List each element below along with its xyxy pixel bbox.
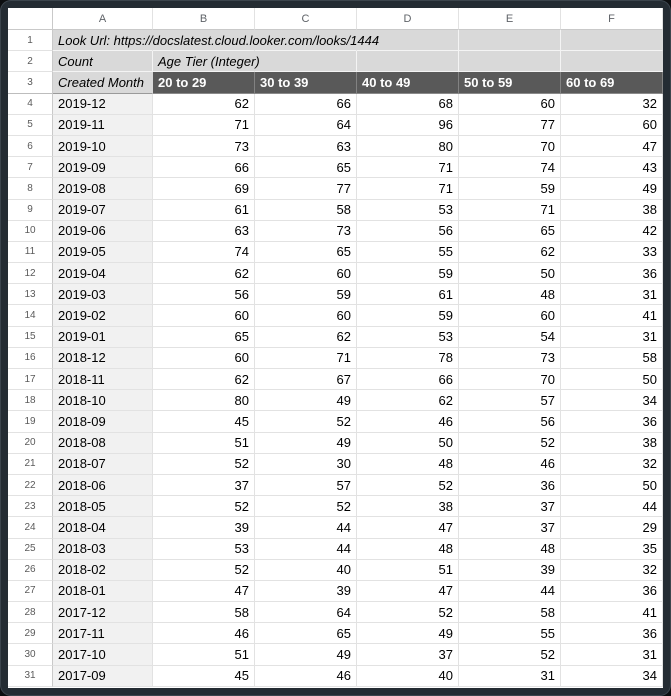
value-cell[interactable]: 38	[561, 200, 663, 221]
row-header[interactable]: 14	[8, 305, 53, 326]
value-cell[interactable]: 62	[153, 263, 255, 284]
value-cell[interactable]: 49	[357, 623, 459, 644]
value-cell[interactable]: 67	[255, 369, 357, 390]
value-cell[interactable]: 73	[459, 348, 561, 369]
value-cell[interactable]: 52	[153, 454, 255, 475]
value-cell[interactable]: 36	[561, 581, 663, 602]
value-cell[interactable]: 31	[561, 327, 663, 348]
month-cell[interactable]: 2018-03	[53, 539, 153, 560]
value-cell[interactable]: 52	[255, 496, 357, 517]
value-cell[interactable]: 29	[561, 517, 663, 538]
table-row	[8, 221, 663, 242]
age-tier-text: Age Tier (Integer)	[158, 53, 260, 69]
row-header[interactable]: 30	[8, 644, 53, 665]
created-month-cell[interactable]: Created Month	[53, 72, 153, 93]
row-header[interactable]: 22	[8, 475, 53, 496]
column-header-f[interactable]: F	[561, 8, 663, 30]
row-header[interactable]: 26	[8, 560, 53, 581]
table-row	[8, 242, 663, 263]
table-row	[8, 454, 663, 475]
value-cell[interactable]: 60	[459, 305, 561, 326]
value-cell[interactable]: 50	[357, 433, 459, 454]
value-cell[interactable]: 47	[561, 136, 663, 157]
row-header[interactable]: 24	[8, 517, 53, 538]
value-cell[interactable]: 70	[459, 136, 561, 157]
empty-cell[interactable]	[561, 51, 663, 72]
value-cell[interactable]: 31	[561, 644, 663, 665]
value-cell[interactable]: 31	[561, 284, 663, 305]
value-cell[interactable]: 59	[357, 305, 459, 326]
value-cell[interactable]: 63	[255, 136, 357, 157]
value-cell[interactable]: 60	[153, 348, 255, 369]
month-cell[interactable]: 2018-08	[53, 433, 153, 454]
table-row	[8, 411, 663, 432]
empty-cell[interactable]	[459, 30, 561, 51]
value-cell[interactable]: 37	[153, 475, 255, 496]
value-cell[interactable]: 37	[357, 644, 459, 665]
value-cell[interactable]: 68	[357, 94, 459, 115]
value-cell[interactable]: 50	[561, 475, 663, 496]
value-cell[interactable]: 60	[561, 115, 663, 136]
row-header[interactable]: 23	[8, 496, 53, 517]
value-cell[interactable]: 39	[459, 560, 561, 581]
month-cell[interactable]: 2018-02	[53, 560, 153, 581]
value-cell[interactable]: 60	[255, 305, 357, 326]
value-cell[interactable]: 65	[255, 157, 357, 178]
row-header[interactable]: 5	[8, 115, 53, 136]
month-cell[interactable]: 2018-09	[53, 411, 153, 432]
value-cell[interactable]: 44	[459, 581, 561, 602]
value-cell[interactable]: 48	[357, 539, 459, 560]
row-header[interactable]: 28	[8, 602, 53, 623]
value-cell[interactable]: 57	[255, 475, 357, 496]
month-cell[interactable]: 2019-01	[53, 327, 153, 348]
value-cell[interactable]: 40	[255, 560, 357, 581]
value-cell[interactable]: 49	[255, 433, 357, 454]
value-cell[interactable]: 46	[357, 411, 459, 432]
value-cell[interactable]: 53	[357, 327, 459, 348]
value-cell[interactable]: 58	[255, 200, 357, 221]
table-row	[8, 284, 663, 305]
table-row	[8, 581, 663, 602]
value-cell[interactable]: 65	[153, 327, 255, 348]
value-cell[interactable]: 58	[153, 602, 255, 623]
look-url-cell[interactable]	[53, 30, 380, 51]
row-header[interactable]: 3	[8, 72, 53, 93]
value-cell[interactable]: 71	[459, 200, 561, 221]
spreadsheet-grid	[8, 8, 663, 688]
month-cell[interactable]: 2017-12	[53, 602, 153, 623]
value-cell[interactable]: 96	[357, 115, 459, 136]
value-cell[interactable]: 36	[561, 263, 663, 284]
value-cell[interactable]: 52	[153, 560, 255, 581]
value-cell[interactable]: 60	[459, 94, 561, 115]
meta-row-look-url	[8, 30, 663, 51]
value-cell[interactable]: 35	[561, 539, 663, 560]
value-cell[interactable]: 52	[459, 433, 561, 454]
value-cell[interactable]: 59	[255, 284, 357, 305]
row-header[interactable]: 19	[8, 411, 53, 432]
value-cell[interactable]: 55	[459, 623, 561, 644]
value-cell[interactable]: 60	[255, 263, 357, 284]
table-row	[8, 327, 663, 348]
value-cell[interactable]: 74	[459, 157, 561, 178]
month-cell[interactable]: 2019-04	[53, 263, 153, 284]
value-cell[interactable]: 65	[255, 623, 357, 644]
value-cell[interactable]: 66	[357, 369, 459, 390]
value-cell[interactable]: 48	[357, 454, 459, 475]
value-cell[interactable]: 34	[561, 390, 663, 411]
value-cell[interactable]: 71	[357, 157, 459, 178]
month-cell[interactable]: 2018-01	[53, 581, 153, 602]
value-cell[interactable]: 46	[459, 454, 561, 475]
value-cell[interactable]: 32	[561, 560, 663, 581]
month-cell[interactable]: 2019-03	[53, 284, 153, 305]
month-cell[interactable]: 2018-10	[53, 390, 153, 411]
value-cell[interactable]: 33	[561, 242, 663, 263]
table-row	[8, 475, 663, 496]
tier-header-cell[interactable]: 40 to 49	[357, 72, 459, 93]
meta-row-measure	[8, 51, 663, 72]
row-header[interactable]: 1	[8, 30, 53, 51]
value-cell[interactable]: 49	[255, 644, 357, 665]
value-cell[interactable]: 41	[561, 602, 663, 623]
value-cell[interactable]: 73	[153, 136, 255, 157]
value-cell[interactable]: 52	[357, 602, 459, 623]
month-cell[interactable]: 2019-08	[53, 178, 153, 199]
value-cell[interactable]: 42	[561, 221, 663, 242]
value-cell[interactable]: 38	[357, 496, 459, 517]
table-row	[8, 348, 663, 369]
row-header[interactable]: 17	[8, 369, 53, 390]
value-cell[interactable]: 37	[459, 496, 561, 517]
value-cell[interactable]: 77	[459, 115, 561, 136]
value-cell[interactable]: 39	[153, 517, 255, 538]
value-cell[interactable]: 58	[459, 602, 561, 623]
value-cell[interactable]: 62	[459, 242, 561, 263]
value-cell[interactable]: 46	[255, 666, 357, 687]
value-cell[interactable]: 55	[357, 242, 459, 263]
value-cell[interactable]: 40	[357, 666, 459, 687]
value-cell[interactable]: 62	[153, 94, 255, 115]
month-cell[interactable]: 2018-07	[53, 454, 153, 475]
value-cell[interactable]: 56	[153, 284, 255, 305]
value-cell[interactable]: 61	[357, 284, 459, 305]
value-cell[interactable]: 47	[153, 581, 255, 602]
look-url-text: Look Url: https://docslatest.cloud.looker.com/looks/1444	[58, 32, 380, 48]
tier-header-row	[8, 72, 663, 93]
month-cell[interactable]: 2018-04	[53, 517, 153, 538]
value-cell[interactable]: 45	[153, 411, 255, 432]
table-row	[8, 539, 663, 560]
column-header-b[interactable]: B	[153, 8, 255, 30]
month-cell[interactable]: 2019-02	[53, 305, 153, 326]
month-cell[interactable]: 2017-11	[53, 623, 153, 644]
value-cell[interactable]: 49	[561, 178, 663, 199]
value-cell[interactable]: 48	[459, 284, 561, 305]
column-header-d[interactable]: D	[357, 8, 459, 30]
value-cell[interactable]: 38	[561, 433, 663, 454]
value-cell[interactable]: 71	[153, 115, 255, 136]
value-cell[interactable]: 77	[255, 178, 357, 199]
value-cell[interactable]: 51	[153, 644, 255, 665]
tier-header-cell[interactable]: 30 to 39	[255, 72, 357, 93]
month-cell[interactable]: 2019-06	[53, 221, 153, 242]
table-row	[8, 200, 663, 221]
value-cell[interactable]: 74	[153, 242, 255, 263]
value-cell[interactable]: 47	[357, 581, 459, 602]
value-cell[interactable]: 36	[561, 411, 663, 432]
month-cell[interactable]: 2018-05	[53, 496, 153, 517]
column-header-c[interactable]: C	[255, 8, 357, 30]
table-row	[8, 178, 663, 199]
month-cell[interactable]: 2017-10	[53, 644, 153, 665]
table-row	[8, 560, 663, 581]
row-header[interactable]: 12	[8, 263, 53, 284]
empty-cell[interactable]	[357, 51, 459, 72]
tier-header-cell[interactable]: 20 to 29	[153, 72, 255, 93]
value-cell[interactable]: 62	[357, 390, 459, 411]
column-header-row	[8, 8, 663, 30]
row-header[interactable]: 7	[8, 157, 53, 178]
value-cell[interactable]: 63	[153, 221, 255, 242]
value-cell[interactable]: 80	[357, 136, 459, 157]
value-cell[interactable]: 44	[255, 517, 357, 538]
value-cell[interactable]: 61	[153, 200, 255, 221]
value-cell[interactable]: 44	[255, 539, 357, 560]
value-cell[interactable]: 73	[255, 221, 357, 242]
table-row	[8, 115, 663, 136]
value-cell[interactable]: 66	[255, 94, 357, 115]
row-header[interactable]: 15	[8, 327, 53, 348]
month-cell[interactable]: 2019-12	[53, 94, 153, 115]
value-cell[interactable]: 64	[255, 602, 357, 623]
value-cell[interactable]: 53	[153, 539, 255, 560]
value-cell[interactable]: 30	[255, 454, 357, 475]
tier-header-cell[interactable]: 50 to 59	[459, 72, 561, 93]
table-row	[8, 623, 663, 644]
row-header[interactable]: 20	[8, 433, 53, 454]
value-cell[interactable]: 48	[459, 539, 561, 560]
month-cell[interactable]: 2017-09	[53, 666, 153, 687]
value-cell[interactable]: 53	[357, 200, 459, 221]
row-header[interactable]: 4	[8, 94, 53, 115]
value-cell[interactable]: 32	[561, 454, 663, 475]
row-header[interactable]: 11	[8, 242, 53, 263]
value-cell[interactable]: 41	[561, 305, 663, 326]
row-header[interactable]: 10	[8, 221, 53, 242]
month-cell[interactable]: 2018-11	[53, 369, 153, 390]
empty-cell[interactable]	[561, 30, 663, 51]
month-cell[interactable]: 2019-07	[53, 200, 153, 221]
table-row	[8, 136, 663, 157]
value-cell[interactable]: 34	[561, 666, 663, 687]
table-row	[8, 496, 663, 517]
table-row	[8, 666, 663, 687]
value-cell[interactable]: 71	[255, 348, 357, 369]
value-cell[interactable]: 58	[561, 348, 663, 369]
value-cell[interactable]: 62	[153, 369, 255, 390]
value-cell[interactable]: 32	[561, 94, 663, 115]
month-cell[interactable]: 2019-11	[53, 115, 153, 136]
value-cell[interactable]: 50	[561, 369, 663, 390]
tier-header-cell[interactable]: 60 to 69	[561, 72, 663, 93]
select-all-corner[interactable]	[8, 8, 53, 30]
table-row	[8, 433, 663, 454]
value-cell[interactable]: 80	[153, 390, 255, 411]
value-cell[interactable]: 50	[459, 263, 561, 284]
age-tier-cell[interactable]	[153, 51, 260, 72]
column-header-e[interactable]: E	[459, 8, 561, 30]
value-cell[interactable]: 64	[255, 115, 357, 136]
row-header[interactable]: 21	[8, 454, 53, 475]
value-cell[interactable]: 70	[459, 369, 561, 390]
value-cell[interactable]: 56	[357, 221, 459, 242]
value-cell[interactable]: 52	[255, 411, 357, 432]
value-cell[interactable]: 43	[561, 157, 663, 178]
value-cell[interactable]: 51	[357, 560, 459, 581]
value-cell[interactable]: 65	[255, 242, 357, 263]
value-cell[interactable]: 59	[459, 178, 561, 199]
value-cell[interactable]: 45	[153, 666, 255, 687]
value-cell[interactable]: 66	[153, 157, 255, 178]
table-row	[8, 644, 663, 665]
table-row	[8, 602, 663, 623]
row-header[interactable]: 9	[8, 200, 53, 221]
value-cell[interactable]: 49	[255, 390, 357, 411]
value-cell[interactable]: 52	[459, 644, 561, 665]
value-cell[interactable]: 78	[357, 348, 459, 369]
value-cell[interactable]: 59	[357, 263, 459, 284]
row-header[interactable]: 13	[8, 284, 53, 305]
value-cell[interactable]: 31	[459, 666, 561, 687]
value-cell[interactable]: 54	[459, 327, 561, 348]
month-cell[interactable]: 2019-05	[53, 242, 153, 263]
value-cell[interactable]: 65	[459, 221, 561, 242]
empty-cell[interactable]	[255, 51, 357, 72]
value-cell[interactable]: 52	[153, 496, 255, 517]
value-cell[interactable]: 69	[153, 178, 255, 199]
value-cell[interactable]: 51	[153, 433, 255, 454]
row-header[interactable]: 29	[8, 623, 53, 644]
value-cell[interactable]: 57	[459, 390, 561, 411]
value-cell[interactable]: 56	[459, 411, 561, 432]
value-cell[interactable]: 37	[459, 517, 561, 538]
value-cell[interactable]: 44	[561, 496, 663, 517]
row-header[interactable]: 6	[8, 136, 53, 157]
value-cell[interactable]: 46	[153, 623, 255, 644]
table-row	[8, 157, 663, 178]
table-row	[8, 390, 663, 411]
row-header[interactable]: 27	[8, 581, 53, 602]
table-row	[8, 369, 663, 390]
value-cell[interactable]: 60	[153, 305, 255, 326]
table-row	[8, 94, 663, 115]
value-cell[interactable]: 36	[561, 623, 663, 644]
value-cell[interactable]: 47	[357, 517, 459, 538]
row-header[interactable]: 31	[8, 666, 53, 687]
value-cell[interactable]: 71	[357, 178, 459, 199]
table-row	[8, 305, 663, 326]
table-row	[8, 517, 663, 538]
row-header[interactable]: 16	[8, 348, 53, 369]
empty-cell[interactable]	[459, 51, 561, 72]
month-cell[interactable]: 2019-10	[53, 136, 153, 157]
row-header[interactable]: 18	[8, 390, 53, 411]
row-header[interactable]: 25	[8, 539, 53, 560]
month-cell[interactable]: 2018-06	[53, 475, 153, 496]
row-header[interactable]: 2	[8, 51, 53, 72]
value-cell[interactable]: 52	[357, 475, 459, 496]
value-cell[interactable]: 36	[459, 475, 561, 496]
value-cell[interactable]: 62	[255, 327, 357, 348]
value-cell[interactable]: 39	[255, 581, 357, 602]
month-cell[interactable]: 2018-12	[53, 348, 153, 369]
count-cell[interactable]: Count	[53, 51, 153, 72]
row-header[interactable]: 8	[8, 178, 53, 199]
month-cell[interactable]: 2019-09	[53, 157, 153, 178]
table-row	[8, 263, 663, 284]
column-header-a[interactable]: A	[53, 8, 153, 30]
